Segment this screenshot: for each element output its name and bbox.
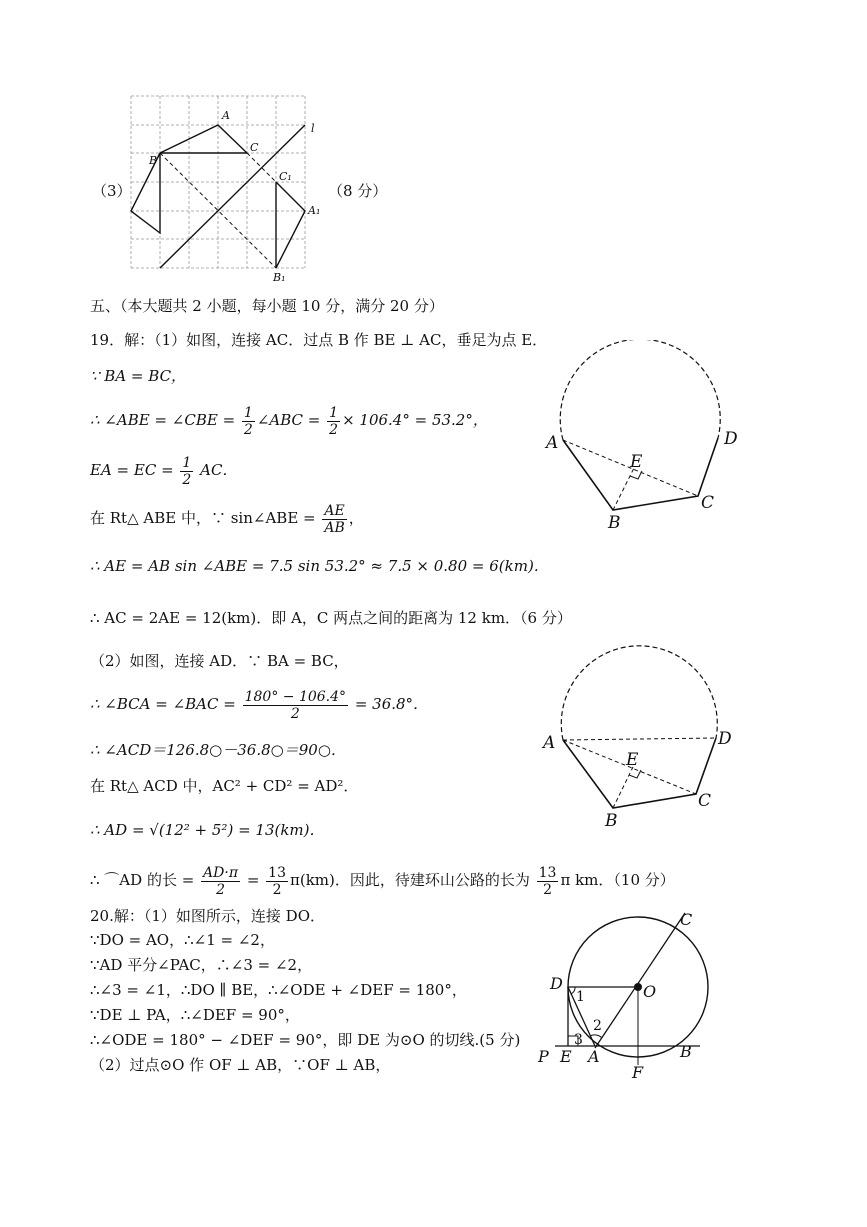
grid-label-A: A: [222, 109, 230, 122]
q20-line4: ∴∠3 = ∠1，∴DO ∥ BE，∴∠ODE + ∠DEF = 180°，: [90, 981, 467, 999]
q19-line7: ∴ AC = 2AE = 12(km)．即 A，C 两点之间的距离为 12 km．（6 分）: [90, 609, 572, 627]
q20-line3: ∵AD 平分∠PAC，∴∠3 = ∠2，: [90, 956, 313, 974]
q19-line1: 19．解：（1）如图，连接 AC．过点 B 作 BE ⊥ AC，垂足为点 E．: [90, 331, 548, 349]
q20-line2: ∵DO = AO，∴∠1 = ∠2，: [90, 931, 275, 949]
q19-line5: 在 Rt△ ABE 中，∵ sin∠ABE = $\frac{AE}{AB}$ ，: [90, 502, 364, 536]
fig3-angle-3: 3: [574, 1032, 583, 1048]
fig3-label-F: F: [632, 1063, 644, 1082]
grid-label-A1: A₁: [308, 204, 321, 217]
fig2-label-D: D: [718, 729, 732, 749]
fig2-label-B: B: [605, 811, 618, 831]
q19-line13: ∴ ⌒AD 的长 = $\frac{AD\cdot\pi}{2}$ = $\frac{13}{2}$ π(km)．因此，待建环山公路的长为 $\frac{13}{2}$ π km．（10 分）: [90, 864, 675, 898]
fig1-label-C: C: [701, 493, 715, 513]
q19-line12: ∴ AD = √(12² + 5²) = 13(km)．: [90, 821, 325, 839]
q19-line11: 在 Rt△ ACD 中，AC² + CD² = AD²．: [90, 777, 359, 795]
fig1-label-D: D: [724, 429, 738, 449]
q19-figure-1: [538, 340, 758, 540]
fig3-label-P: P: [538, 1047, 549, 1066]
q19-line8: （2）如图，连接 AD．∵ BA = BC，: [90, 652, 349, 670]
fig1-label-E: E: [630, 452, 643, 472]
fig1-label-B: B: [608, 513, 621, 533]
q20-line1: 20.解：（1）如图所示，连接 DO．: [90, 907, 325, 925]
q19-line6: ∴ AE = AB sin ∠ABE = 7.5 sin 53.2° ≈ 7.5 × 0.80 = 6(km)．: [90, 557, 549, 575]
fig1-label-A: A: [546, 433, 559, 453]
grid-label-B1: B₁: [273, 271, 286, 284]
fig3-angle-1: 1: [576, 989, 585, 1005]
q20-line7: （2）过点⊙O 作 OF ⊥ AB，∵OF ⊥ AB，: [90, 1056, 391, 1074]
q20-line6: ∴∠ODE = 180° − ∠DEF = 90°，即 DE 为⊙O 的切线.(5 分): [90, 1031, 521, 1049]
grid-label-C1: C₁: [279, 170, 292, 183]
grid-label-l: l: [311, 122, 315, 135]
grid-label-B: B: [149, 154, 158, 167]
fig2-label-E: E: [626, 750, 639, 770]
fig3-label-B: B: [680, 1042, 692, 1061]
q20-figure: [530, 905, 730, 1085]
fig3-label-O: O: [643, 982, 657, 1001]
grid-label-C: C: [250, 141, 259, 154]
fig3-label-C: C: [680, 910, 693, 929]
q19-line2: ∵ BA = BC，: [90, 367, 187, 385]
q20-line5: ∵DE ⊥ PA，∴∠DEF = 90°，: [90, 1006, 300, 1024]
part3-label: （3）: [92, 182, 132, 200]
q19-line9: ∴ ∠BCA = ∠BAC = $\frac{180^\circ - 106.4^\circ}{2}$ = 36.8°．: [90, 688, 429, 722]
fig2-label-A: A: [543, 733, 556, 753]
fig3-angle-2: 2: [593, 1018, 602, 1034]
q19-line3: ∴ ∠ABE = ∠CBE = $\frac{1}{2}$ ∠ABC = $\frac{1}{2}$ × 106.4° = 53.2°，: [90, 404, 488, 438]
fig3-label-E: E: [560, 1047, 572, 1066]
q19-line4: EA = EC = $\frac{1}{2}$ AC．: [90, 454, 238, 488]
fig3-label-D: D: [550, 974, 563, 993]
fig2-label-C: C: [698, 791, 712, 811]
fig3-label-A: A: [588, 1047, 600, 1066]
part3-score: （8 分）: [328, 182, 388, 200]
q19-figure-2: [538, 640, 758, 840]
section5-heading: 五、（本大题共 2 小题，每小题 10 分，满分 20 分）: [90, 297, 444, 315]
q19-line10: ∴ ∠ACD＝126.8○－36.8○＝90○．: [90, 741, 346, 759]
grid-figure: [125, 92, 325, 284]
